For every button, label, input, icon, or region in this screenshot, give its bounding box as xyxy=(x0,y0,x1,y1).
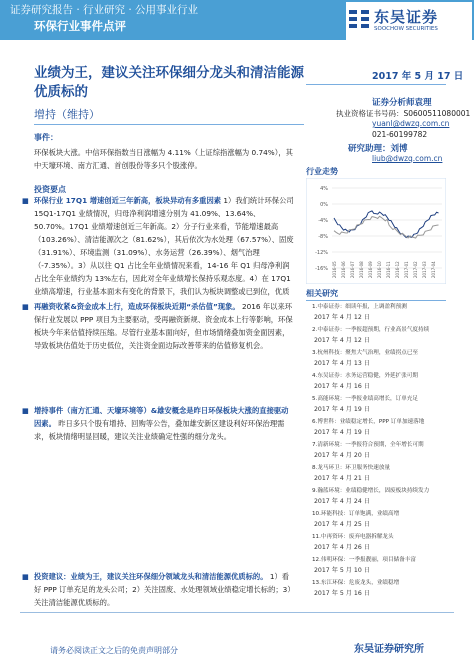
report-category: 证券研究报告 · 行业研究 · 公用事业行业 xyxy=(10,4,199,16)
related-item[interactable]: 11.中再资环：废弃电器拆解龙头 xyxy=(312,534,394,540)
x-tick-label: 2016-12 xyxy=(395,261,400,278)
analyst-cert: 执业资格证书号码：S0600511080001 xyxy=(336,109,471,118)
invest-point-4 xyxy=(34,570,294,610)
bullet-icon: ■ xyxy=(22,572,29,581)
x-tick-label: 2016-10 xyxy=(377,261,382,278)
company-logo xyxy=(346,2,472,46)
related-item-date: 2017 年 5 月 16 日 xyxy=(314,590,370,597)
analyst-email[interactable]: yuanl@dwzq.com.cn xyxy=(372,119,450,128)
related-item[interactable]: 6.博世科：业绩稳定增长，PPP 订单加速落地 xyxy=(312,419,425,425)
report-title: 业绩为王，建议关注环保细分龙头和清洁能源优质标的 xyxy=(34,65,304,100)
logo-text-cn: 东吴证券 xyxy=(374,8,439,26)
related-item[interactable]: 8.龙马环卫：环卫服务快速放量 xyxy=(312,465,391,471)
logo-text-en: SOOCHOW SECURITIES xyxy=(374,26,438,32)
related-item-date: 2017 年 5 月 10 日 xyxy=(314,567,370,574)
x-tick-label: 2017-03 xyxy=(422,261,427,278)
related-item-date: 2017 年 4 月 20 日 xyxy=(314,452,370,459)
related-item[interactable]: 3.杭州科技：聚焦大气治理，业绩拐点已至 xyxy=(312,350,419,356)
x-tick-label: 2016-06 xyxy=(341,261,346,278)
y-tick-label: -8% xyxy=(318,234,328,240)
related-item[interactable]: 13.东江环保：危废龙头，业绩稳增 xyxy=(312,580,400,586)
related-item-date: 2017 年 4 月 12 日 xyxy=(314,337,370,344)
related-item-date: 2017 年 4 月 12 日 xyxy=(314,314,370,321)
y-tick-label: -4% xyxy=(318,218,328,224)
invest-point-lead: 投资建议：业绩为王，建议关注环保细分领域龙头和清洁能源优质标的。 xyxy=(34,572,268,581)
x-tick-label: 2017-04 xyxy=(431,261,436,278)
report-type: 环保行业事件点评 xyxy=(34,19,126,33)
x-tick-label: 2016-08 xyxy=(359,261,364,278)
related-item-date: 2017 年 4 月 24 日 xyxy=(314,498,370,505)
related-item-date: 2017 年 4 月 25 日 xyxy=(314,521,370,528)
x-tick-label: 2016-11 xyxy=(386,261,391,278)
invest-point-lead: 再融资收紧&资金成本上行，造成环保板块近期“杀估值”现象。 xyxy=(34,302,240,311)
related-item[interactable]: 5.高能环境：一季报业绩高增长，订单充足 xyxy=(312,396,419,402)
related-item[interactable]: 2.中泰证券：一季报超预期，行业高景气度持续 xyxy=(312,327,430,333)
invest-point-text: 2016 年以来环保行业发展以 PPP 项目为主要驱动，受再融资新规、资金成本上行等影响，环保板块今年来估值持续压缩。尽管行业基本面向好，但市场情绪叠加资金面因素，导致板块估值处于历史低位，关注资金面边际改善带来的估值修复机会。 xyxy=(34,302,293,350)
footer-disclaimer: 请务必阅读正文之后的免责声明部分 xyxy=(50,646,178,655)
y-tick-label: 4% xyxy=(320,186,328,192)
assistant-email[interactable]: liub@dwzq.com.cn xyxy=(372,154,443,163)
invest-point-text: 昨日多只个股有增持、回购等公告，叠加雄安新区建设利好环保治理需求，板块情绪明显回暖，建议关注业绩确定性强的细分龙头。 xyxy=(34,419,285,441)
related-divider xyxy=(306,300,446,301)
related-item-date: 2017 年 4 月 21 日 xyxy=(314,475,370,482)
invest-point-lead: 环保行业 17Q1 增速创近三年新高，板块异动有多重因素 xyxy=(34,196,222,205)
invest-point-2 xyxy=(34,300,294,390)
title-divider xyxy=(34,124,304,125)
event-text: 环保板块大涨。中信环保指数当日涨幅为 4.11%（上证综指涨幅为 0.74%），其中天壕环境、南方汇通、首创股份等多只个股涨停。 xyxy=(34,148,293,170)
assistant-name: 研究助理：刘博 xyxy=(348,144,408,154)
invest-label: 投资要点 xyxy=(34,185,66,194)
invest-point-lead: 增持事件（南方汇通、天壕环境等）&雄安概念是昨日环保板块大涨的直接驱动因素。 xyxy=(34,406,289,428)
bullet-icon: ■ xyxy=(22,406,29,415)
related-item[interactable]: 1.中泰证券：细读年报，上调盈利预测 xyxy=(312,304,407,310)
footer-org: 东吴证券研究所 xyxy=(354,644,424,655)
logo-mark-icon xyxy=(348,8,370,30)
related-item[interactable]: 10.环能科技：订单饱满，业绩高增 xyxy=(312,511,400,517)
invest-point-text: 1）我们统计环保公司 15Q1-17Q1 业绩情况，归母净利润增速分别为 41.09%、13.64%、50.70%。17Q1 业绩增速创近三年新高。2）分子行业来看，节能增速最高（103.26%）、清洁能源次之（81.62%），其后依次为水处理（67.57%）、固废（31.91%）、环境监测（31.09%）、水务运营（26.39%）、烟气治理（-7.35%）。3）从以往 Q1 占比全年业绩情况来看，14-16 年 Q1 归母净利润占比全年业绩约为 13%左右，因此对全年业绩增长保持乐观态度。4）在 17Q1 业绩高增速，行业基本面未有变化的背景下，我们认为板块调整或已到位，优质 xyxy=(34,196,294,296)
invest-point-3 xyxy=(34,404,294,560)
invest-point-text: 1）看好 PPP 订单充足的龙头公司；2）关注固废、水处理领域业绩稳定增长标的；3）关注清洁能源优质标的。 xyxy=(34,572,291,607)
industry-trend-chart xyxy=(306,178,446,284)
related-item-date: 2017 年 4 月 26 日 xyxy=(314,544,370,551)
related-item-date: 2017 年 4 月 13 日 xyxy=(314,360,370,367)
footer-divider xyxy=(20,612,454,613)
bullet-icon: ■ xyxy=(22,302,29,311)
related-item[interactable]: 9.瀚蓝环境：业绩稳健增长，固废板块持续发力 xyxy=(312,488,430,494)
x-tick-label: 2016-09 xyxy=(368,261,373,278)
chart-label: 行业走势 xyxy=(306,167,338,176)
x-tick-label: 2016-07 xyxy=(350,261,355,278)
related-label: 相关研究 xyxy=(306,289,338,298)
invest-point-1 xyxy=(34,194,294,298)
x-tick-label: 2017-02 xyxy=(413,261,418,278)
related-item-date: 2017 年 4 月 19 日 xyxy=(314,429,370,436)
related-item-date: 2017 年 4 月 19 日 xyxy=(314,406,370,413)
event-label: 事件： xyxy=(34,133,58,142)
related-item-date: 2017 年 4 月 16 日 xyxy=(314,383,370,390)
y-tick-label: -12% xyxy=(315,250,328,256)
date-divider xyxy=(306,84,446,85)
rating: 增持（维持） xyxy=(34,108,100,121)
y-tick-label: 0% xyxy=(320,202,328,208)
related-item[interactable]: 12.伟明环保：一季报靓丽，项目储备丰富 xyxy=(312,557,416,563)
analyst-phone: 021-60199782 xyxy=(372,130,428,139)
report-date: 2017 年 5 月 17 日 xyxy=(372,71,464,82)
y-tick-label: -16% xyxy=(315,266,328,272)
x-tick-label: 2016-05 xyxy=(332,261,337,278)
bullet-icon: ■ xyxy=(22,196,29,205)
related-item[interactable]: 4.东吴证券：水务运营稳健，外延扩张可期 xyxy=(312,373,419,379)
analyst-name: 证券分析师袁理 xyxy=(372,98,432,108)
related-item[interactable]: 7.清新环境：一季报符合预期，全年增长可期 xyxy=(312,442,424,448)
x-tick-label: 2017-01 xyxy=(404,261,409,278)
